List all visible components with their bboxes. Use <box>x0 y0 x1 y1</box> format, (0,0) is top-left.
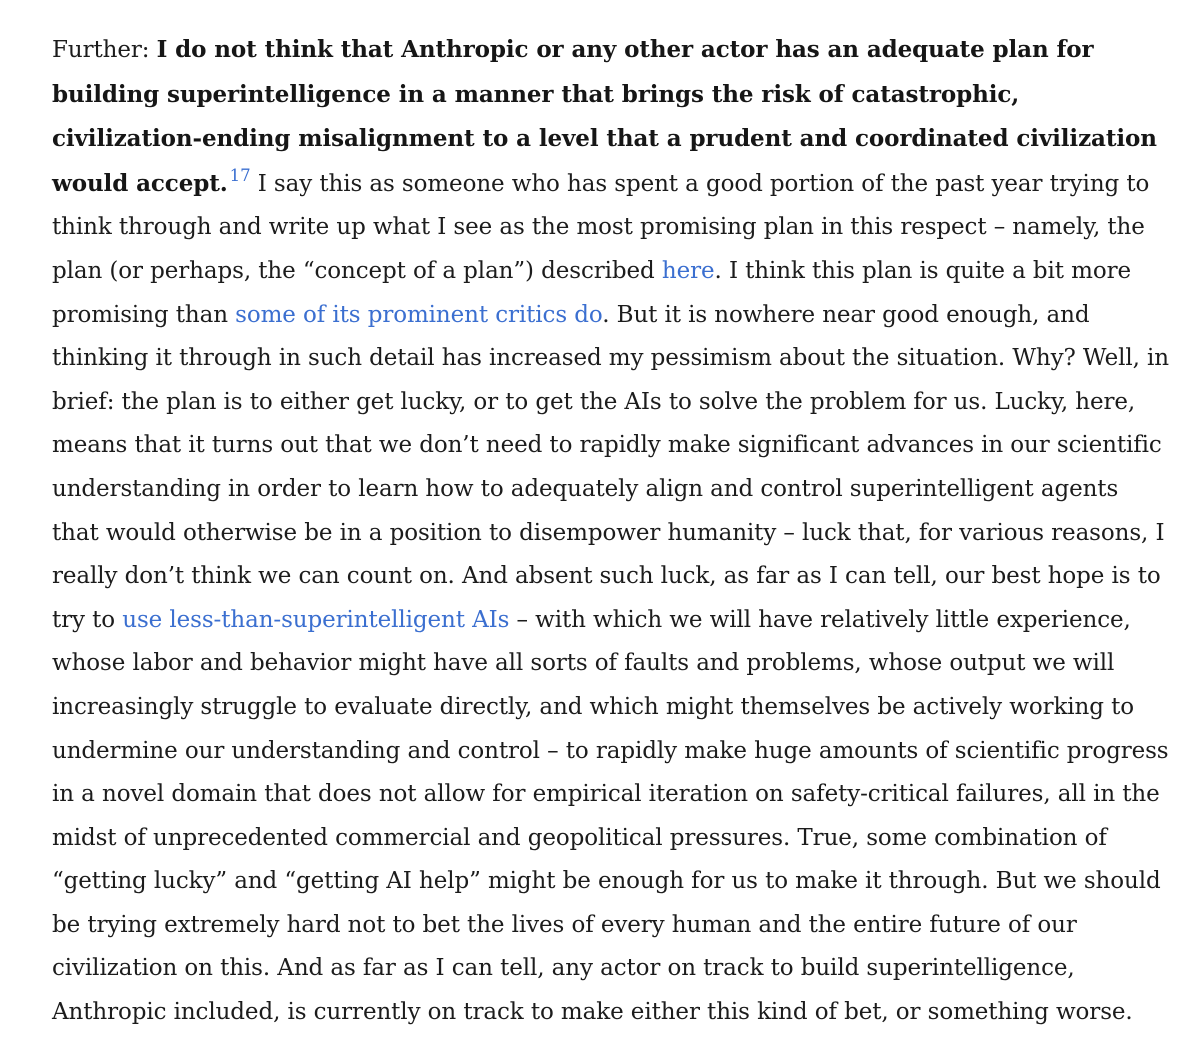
paragraph-text-1: I say this as someone who has spent a good portion of the past year trying to think through and write up what I see as the most promising plan in this respect – namely, the plan (or perhaps, the “concept of a plan”) described <box>52 170 1150 284</box>
link-less-than-superintelligent-ais[interactable]: use less-than-superintelligent AIs <box>122 606 510 633</box>
link-here[interactable]: here <box>661 257 715 284</box>
paragraph-text-2: . I think this plan is quite a bit more promising than <box>52 257 1131 328</box>
footnote-ref-17[interactable]: 17 <box>229 165 251 185</box>
paragraph-text-4: – with which we will have relatively little experience, whose labor and behavior might have all sorts of faults and problems, whose output we will increasingly struggle to evaluate directly, and which might themselves be actively working to undermine our understanding and control – to rapidly make huge amounts of scientific progress in a novel domain that does not allow for empirical iteration on safety-critical failures, all in the midst of unprecedented commercial and geopolitical pressures. True, some combination of “getting lucky” and “getting AI help” might be enough for us to make it through. But we should be trying extremely hard not to bet the lives of every human and the entire future of our civilization on this. And as far as I can tell, any actor on track to build superintelligence, Anthropic included, is currently on track to make either this kind of bet, or something worse. <box>52 606 1169 1026</box>
article-paragraph <box>52 28 1170 1035</box>
paragraph-text-3: . But it is nowhere near good enough, and thinking it through in such detail has increased my pessimism about the situation. Why? Well, in brief: the plan is to either get lucky, or to get the AIs to solve the problem for us. Lucky, here, means that it turns out that we don’t need to rapidly make significant advances in our scientific understanding in order to learn how to adequately align and control superintelligent agents that would otherwise be in a position to disempower humanity – luck that, for various reasons, I really don’t think we can count on. And absent such luck, as far as I can tell, our best hope is to try to <box>52 301 1170 633</box>
bold-claim: I do not think that Anthropic or any other actor has an adequate plan for building superintelligence in a manner that brings the risk of catastrophic, civilization-ending misalignment to a level that a prudent and coordinated civilization would accept. <box>52 36 1157 197</box>
link-prominent-critics[interactable]: some of its prominent critics do <box>235 301 603 328</box>
paragraph-lead: Further: <box>52 37 157 63</box>
